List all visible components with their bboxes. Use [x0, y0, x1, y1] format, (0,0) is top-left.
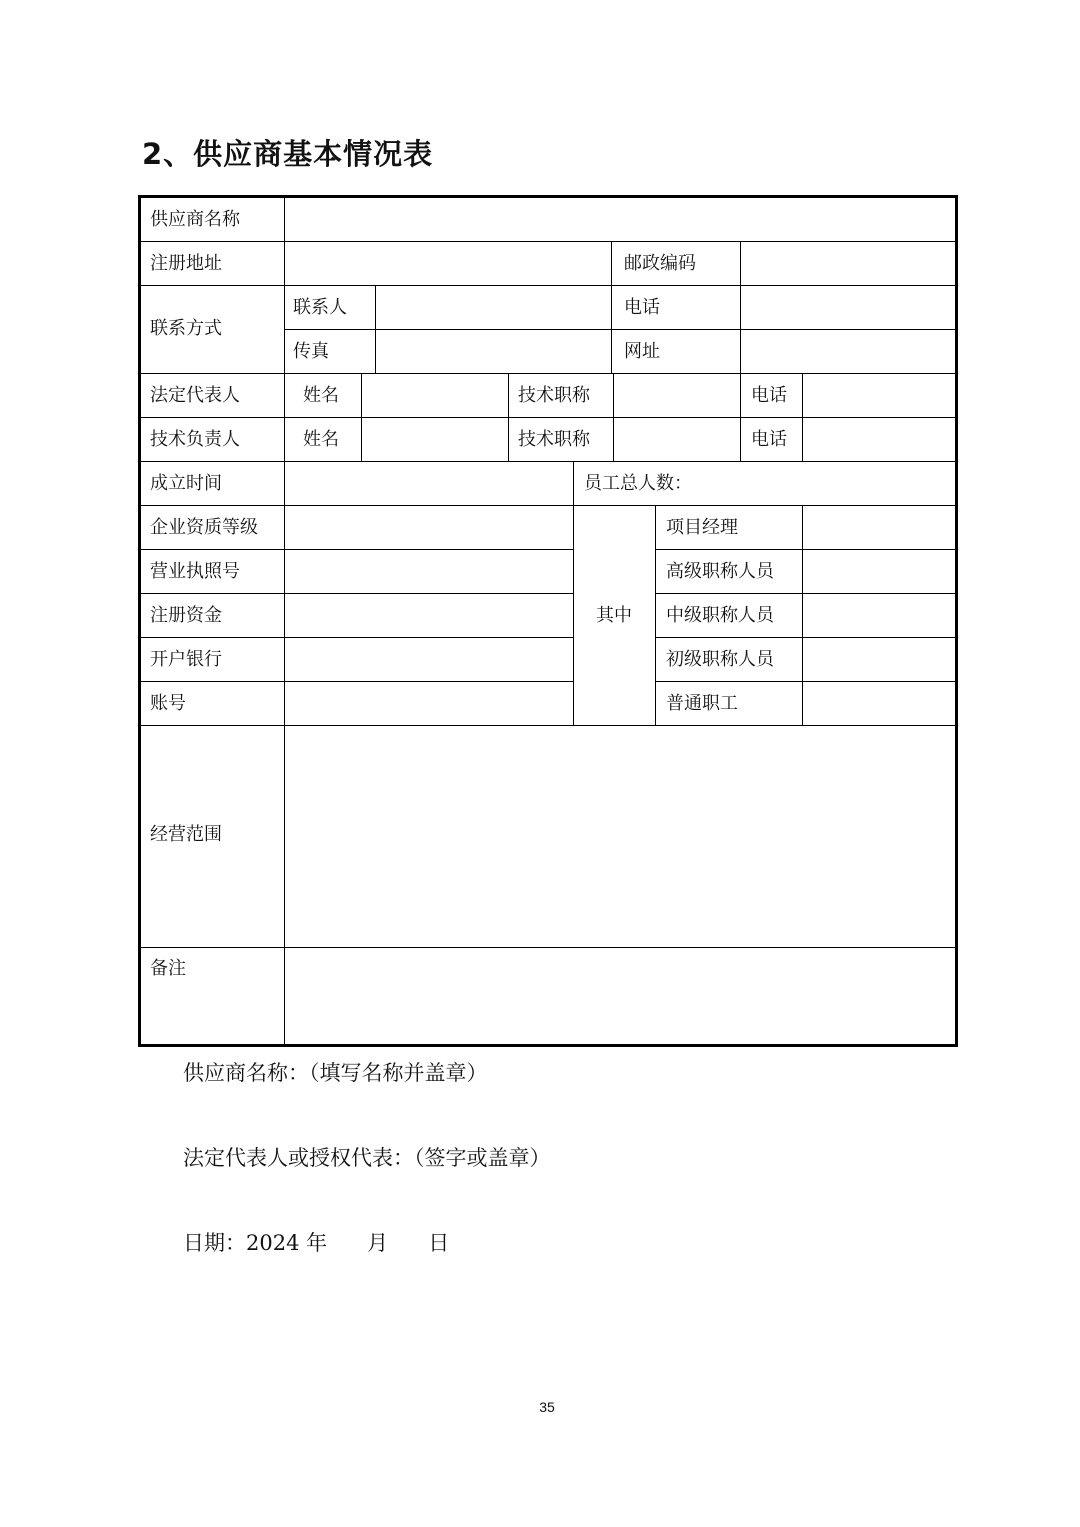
- date-line: 日期：2024 年 月 日: [183, 1231, 450, 1255]
- row-divider: [141, 725, 955, 726]
- label-name: 姓名: [303, 385, 339, 406]
- label-phone: 电话: [751, 385, 787, 406]
- label-website: 网址: [624, 341, 660, 362]
- col-divider: [655, 505, 656, 725]
- col-divider: [613, 373, 614, 461]
- col-divider: [740, 241, 741, 373]
- col-divider: [375, 285, 376, 373]
- label-phone: 电话: [751, 429, 787, 450]
- label-staff-total: 员工总人数：: [584, 473, 692, 494]
- label-regular-staff: 普通职工: [666, 693, 738, 714]
- label-junior-staff: 初级职称人员: [666, 649, 774, 670]
- col-divider: [740, 373, 741, 461]
- label-qualification: 企业资质等级: [150, 517, 258, 538]
- label-postal-code: 邮政编码: [624, 253, 696, 274]
- label-account: 账号: [150, 693, 186, 714]
- row-divider: [655, 681, 955, 682]
- row-divider: [655, 593, 955, 594]
- row-divider: [141, 681, 573, 682]
- row-divider: [141, 241, 955, 242]
- label-supplier-name: 供应商名称: [150, 209, 240, 230]
- label-tech-lead: 技术负责人: [150, 429, 240, 450]
- col-divider: [802, 505, 803, 725]
- page-number: 35: [539, 1399, 555, 1415]
- label-established: 成立时间: [150, 473, 222, 494]
- row-divider: [141, 637, 573, 638]
- label-remarks: 备注: [150, 958, 186, 979]
- label-among: 其中: [596, 605, 632, 626]
- row-divider: [141, 549, 573, 550]
- col-divider: [508, 373, 509, 461]
- representative-signature-line: 法定代表人或授权代表：（签字或盖章）: [183, 1146, 551, 1170]
- row-divider: [141, 373, 955, 374]
- label-senior-staff: 高级职称人员: [666, 561, 774, 582]
- col-divider: [802, 373, 803, 461]
- col-divider: [361, 373, 362, 461]
- col-divider: [573, 461, 574, 725]
- label-contact-person: 联系人: [293, 297, 347, 318]
- supplier-info-form: [138, 195, 958, 1047]
- label-business-scope: 经营范围: [150, 824, 222, 845]
- col-divider: [611, 241, 612, 373]
- label-reg-address: 注册地址: [150, 253, 222, 274]
- row-divider: [284, 329, 955, 330]
- label-tech-title: 技术职称: [518, 385, 590, 406]
- col-divider: [284, 198, 285, 1044]
- label-contact-method: 联系方式: [150, 318, 222, 339]
- label-mid-staff: 中级职称人员: [666, 605, 774, 626]
- label-tech-title: 技术职称: [518, 429, 590, 450]
- row-divider: [141, 505, 955, 506]
- label-fax: 传真: [293, 341, 329, 362]
- label-reg-capital: 注册资金: [150, 605, 222, 626]
- row-divider: [141, 461, 955, 462]
- label-legal-rep: 法定代表人: [150, 385, 240, 406]
- row-divider: [141, 285, 955, 286]
- row-divider: [141, 417, 955, 418]
- label-phone: 电话: [624, 297, 660, 318]
- row-divider: [655, 637, 955, 638]
- page-title: 2、供应商基本情况表: [142, 137, 434, 171]
- label-name: 姓名: [303, 429, 339, 450]
- row-divider: [655, 549, 955, 550]
- row-divider: [141, 947, 955, 948]
- label-license-no: 营业执照号: [150, 561, 240, 582]
- supplier-signature-line: 供应商名称：（填写名称并盖章）: [183, 1061, 488, 1085]
- label-bank: 开户银行: [150, 649, 222, 670]
- label-project-manager: 项目经理: [666, 517, 738, 538]
- row-divider: [141, 593, 573, 594]
